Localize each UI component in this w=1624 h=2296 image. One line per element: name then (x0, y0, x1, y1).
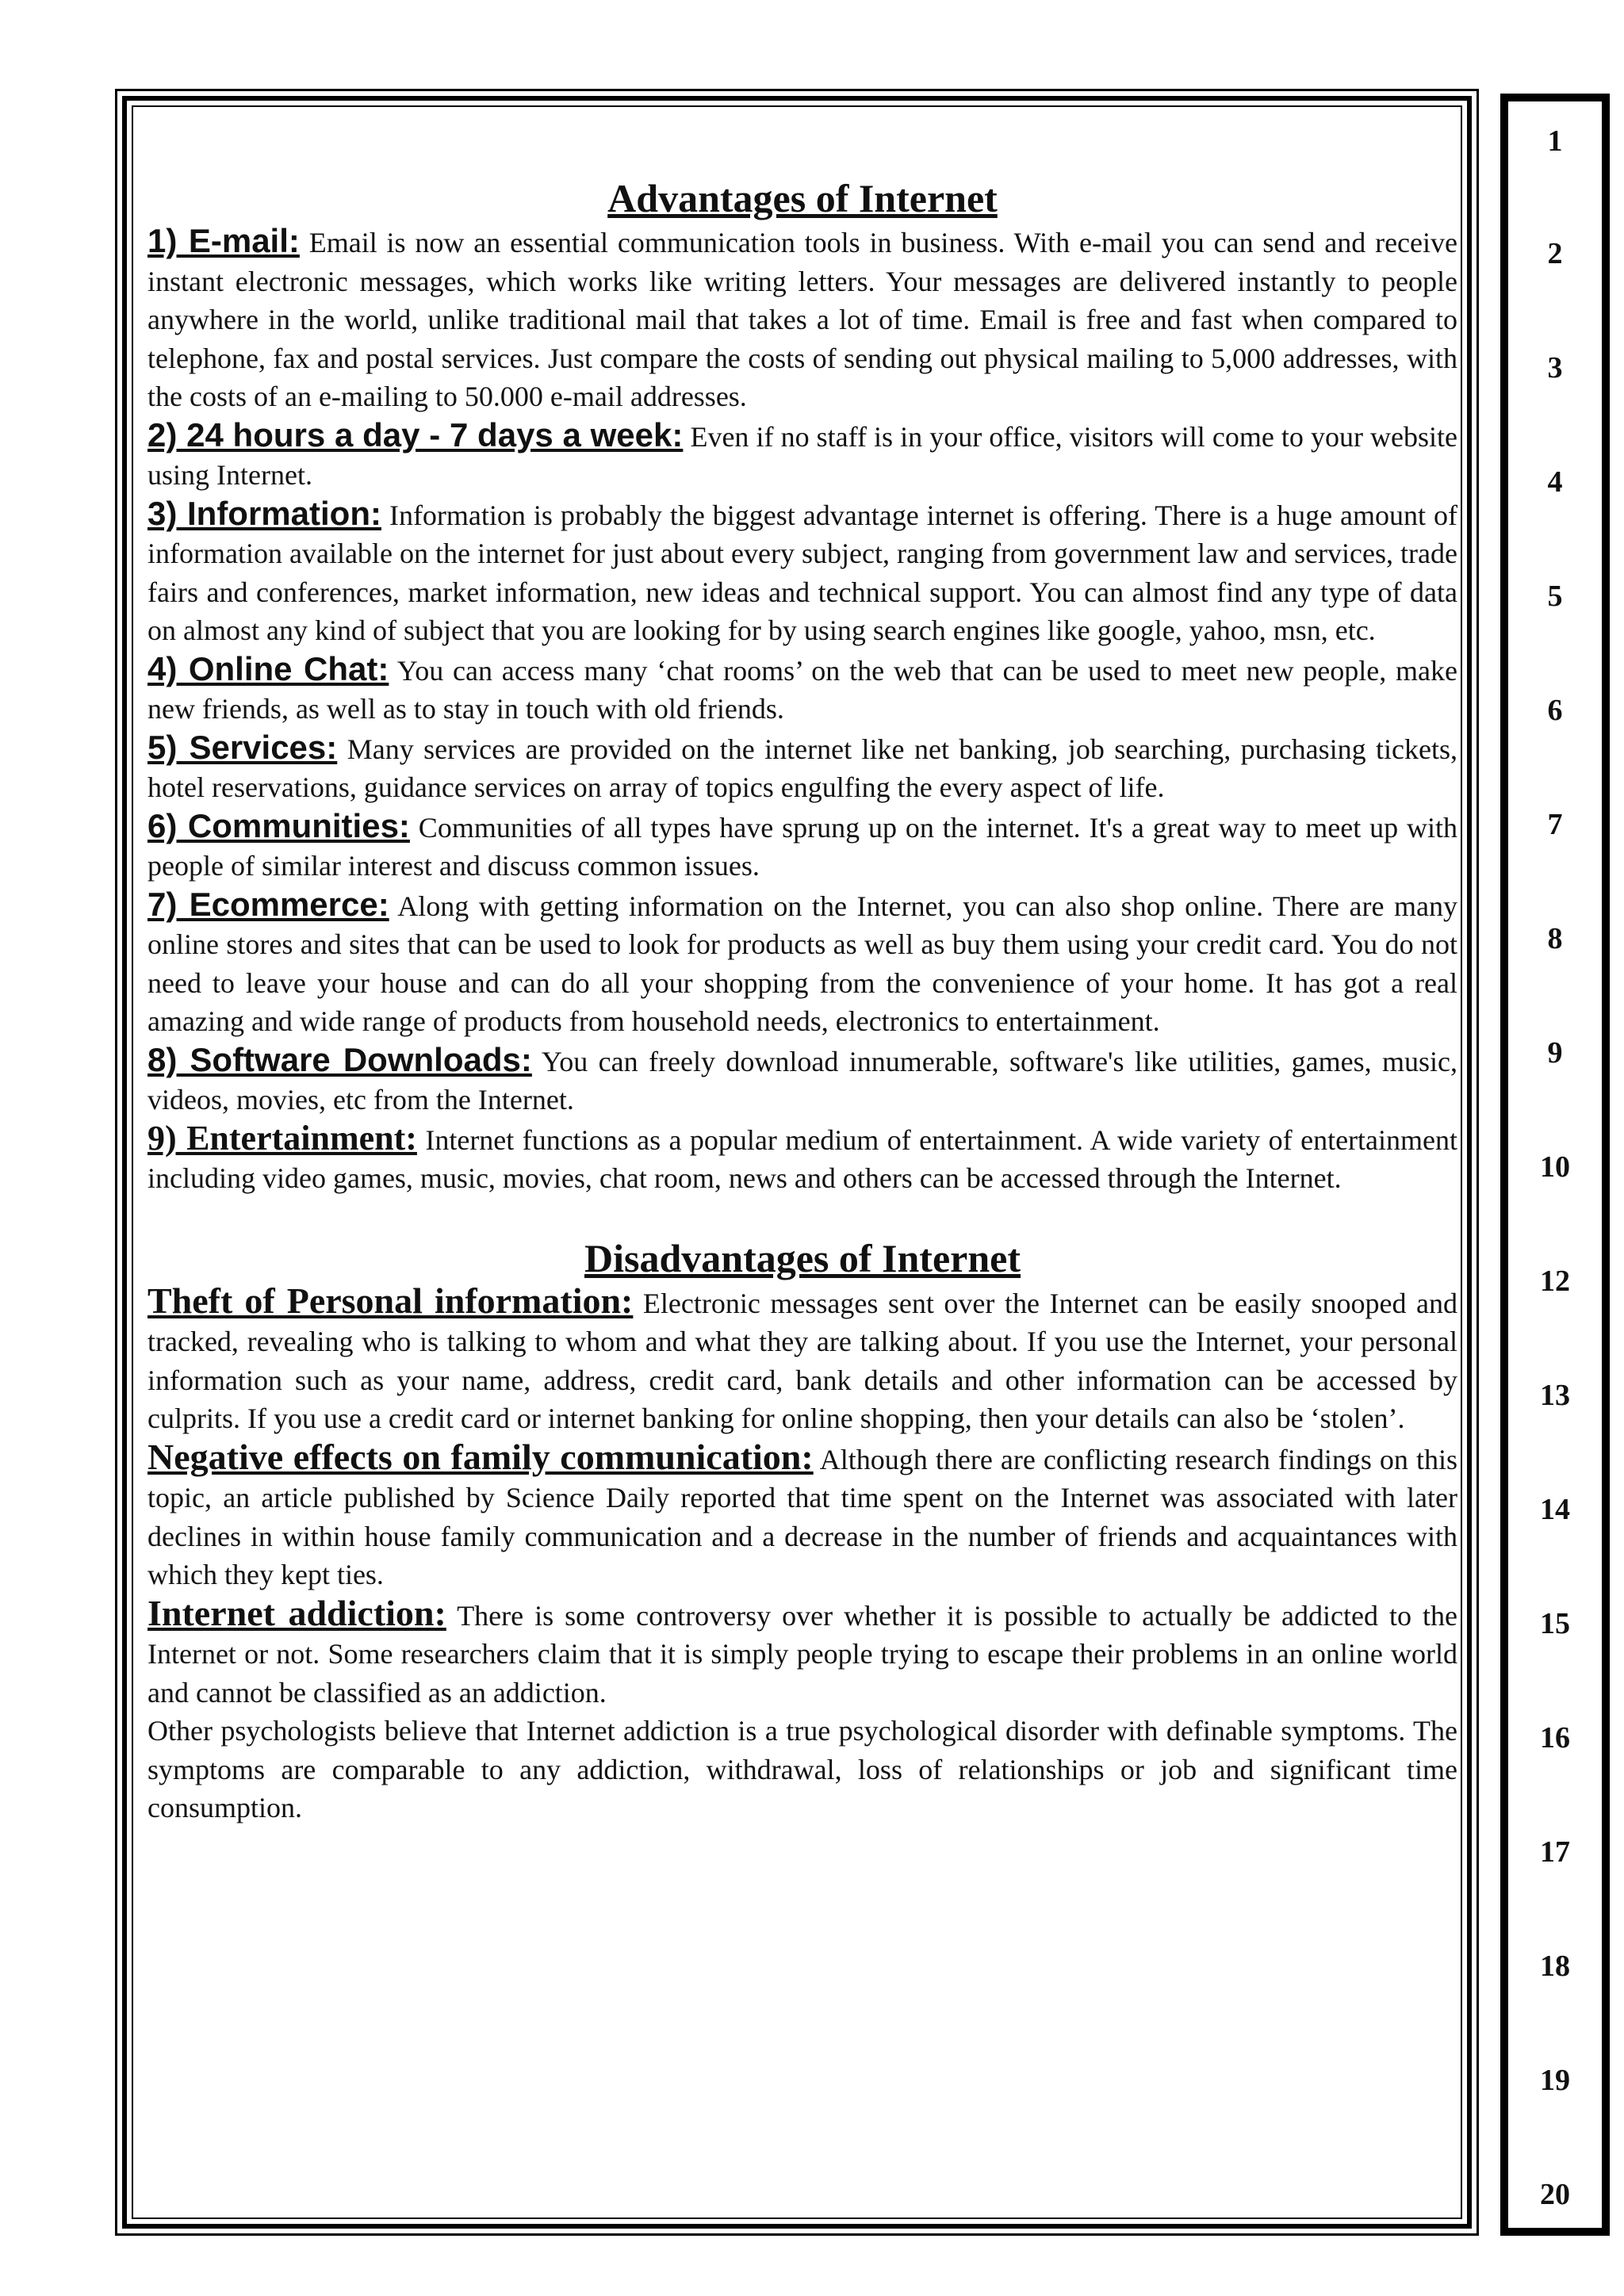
disadvantage-closing-paragraph: Other psychologists believe that Internet addiction is a true psychological disorder with definable symptoms. The symptoms are comparable to any addiction, withdrawal, loss of relationships or job and significant time consumption. (147, 1715, 1457, 1823)
disadvantage-addiction (147, 1594, 1457, 1712)
line-number: 15 (1540, 1607, 1570, 1640)
line-number: 4 (1547, 465, 1563, 499)
line-number: 6 (1547, 694, 1563, 727)
disadvantage-text: Electronic messages sent over the Internet can be easily snooped and tracked, revealing who is talking to whom and what they are talking about. If you use the Internet, your personal information such as your name, address, credit card, bank details and other information can be accessed by culprits. If you use a credit card or internet banking for online shopping, then your details can also be ‘stolen’. (147, 1287, 1457, 1434)
advantage-label: 4) Online Chat: (147, 649, 389, 687)
advantage-text: Information is probably the biggest advantage internet is offering. There is a huge amount of information available on the internet for just about every subject, ranging from government law and services, trade fairs and conferences, market information, new ideas and technical support. You can almost find any type of data on almost any kind of subject that you are looking for by using search engines like google, yahoo, msn, etc. (147, 499, 1457, 646)
advantage-label: 8) Software Downloads: (147, 1040, 532, 1078)
advantage-24-hours (147, 416, 1457, 495)
line-number-column (1500, 94, 1610, 2236)
advantage-text: You can access many ‘chat rooms’ on the web that can be used to meet new people, make new friends, as well as to stay in touch with old friends. (147, 654, 1457, 725)
line-number: 5 (1547, 580, 1563, 613)
disadvantage-theft (147, 1282, 1457, 1438)
disadvantage-label: Theft of Personal information: (147, 1280, 634, 1321)
advantage-label: 9) Entertainment: (147, 1118, 417, 1158)
advantage-email (147, 222, 1457, 416)
advantage-text: Communities of all types have sprung up on the internet. It's a great way to meet up with people of similar interest and discuss common issues. (147, 811, 1458, 882)
line-number: 17 (1540, 1835, 1570, 1869)
line-number: 19 (1540, 2064, 1570, 2097)
advantage-text: Along with getting information on the Internet, you can also shop online. There are many online stores and sites that can be used to look for products as well as buy them using your credit card. You do not need to leave your house and can do all your shopping from the convenience of your home. It has got a real amazing and wide range of products from household needs, electronics to entertainment. (147, 890, 1458, 1037)
line-number: 9 (1547, 1036, 1563, 1070)
advantage-ecommerce (147, 886, 1457, 1041)
advantage-label: 1) E-mail: (147, 222, 300, 259)
advantage-services (147, 729, 1457, 807)
line-number: 12 (1540, 1265, 1570, 1298)
advantage-text: You can freely download innumerable, software's like utilities, games, music, videos, movies, etc from the Internet. (147, 1045, 1457, 1115)
advantage-text: Even if no staff is in your office, visitors will come to your website using Internet. (147, 420, 1457, 491)
advantage-entertainment (147, 1119, 1457, 1198)
disadvantage-text: There is some controversy over whether it is possible to actually be addicted to the Internet or not. Some researchers claim that it is simply people trying to escape their problems in an online world and cannot be classified as an addiction. (147, 1599, 1457, 1709)
line-number: 1 (1547, 124, 1563, 158)
advantage-online-chat (147, 650, 1457, 729)
line-number: 8 (1547, 922, 1563, 955)
disadvantage-family-communication (147, 1438, 1457, 1594)
disadvantage-text: Although there are conflicting research findings on this topic, an article published by Science Daily reported that time spent on the Internet was associated with later declines in within house family communication and a decrease in the number of friends and acquaintances with which they kept ties. (147, 1443, 1457, 1590)
advantage-communities (147, 807, 1457, 886)
advantage-information (147, 495, 1457, 650)
line-number: 16 (1540, 1721, 1570, 1755)
line-number: 20 (1540, 2178, 1570, 2211)
advantages-heading: Advantages of Internet (607, 176, 998, 220)
advantage-label: 7) Ecommerce: (147, 885, 389, 923)
disadvantage-label: Negative effects on family communication: (147, 1436, 814, 1477)
advantage-software-downloads (147, 1041, 1457, 1119)
line-number: 3 (1547, 351, 1563, 385)
line-number: 14 (1540, 1493, 1570, 1526)
document-body (147, 174, 1457, 1827)
advantage-label: 6) Communities: (147, 806, 410, 844)
advantage-text: Email is now an essential communication tools in business. With e-mail you can send and receive instant electronic messages, which works like writing letters. Your messages are delivered instantly to people anywhere in the world, unlike traditional mail that takes a lot of time. Email is free and fast when compared to telephone, fax and postal services. Just compare the costs of sending out physical mailing to 5,000 addresses, with the costs of an e-mailing to 50.000 e-mail addresses. (147, 227, 1457, 412)
line-number: 7 (1547, 808, 1563, 841)
line-number: 18 (1540, 1950, 1570, 1983)
advantage-text: Internet functions as a popular medium of entertainment. A wide variety of entertainment including video games, music, movies, chat room, news and others can be accessed through the Internet. (147, 1123, 1457, 1194)
line-number: 10 (1540, 1150, 1570, 1184)
line-number: 13 (1540, 1379, 1570, 1412)
advantage-label: 2) 24 hours a day - 7 days a week: (147, 415, 684, 453)
advantage-label: 5) Services: (147, 728, 338, 766)
disadvantage-label: Internet addiction: (147, 1592, 446, 1633)
advantage-label: 3) Information: (147, 494, 381, 532)
advantage-text: Many services are provided on the internet like net banking, job searching, purchasing tickets, hotel reservations, guidance services on array of topics engulfing the every aspect of life. (147, 733, 1457, 803)
disadvantages-heading: Disadvantages of Internet (584, 1235, 1021, 1280)
line-number: 2 (1547, 237, 1563, 270)
